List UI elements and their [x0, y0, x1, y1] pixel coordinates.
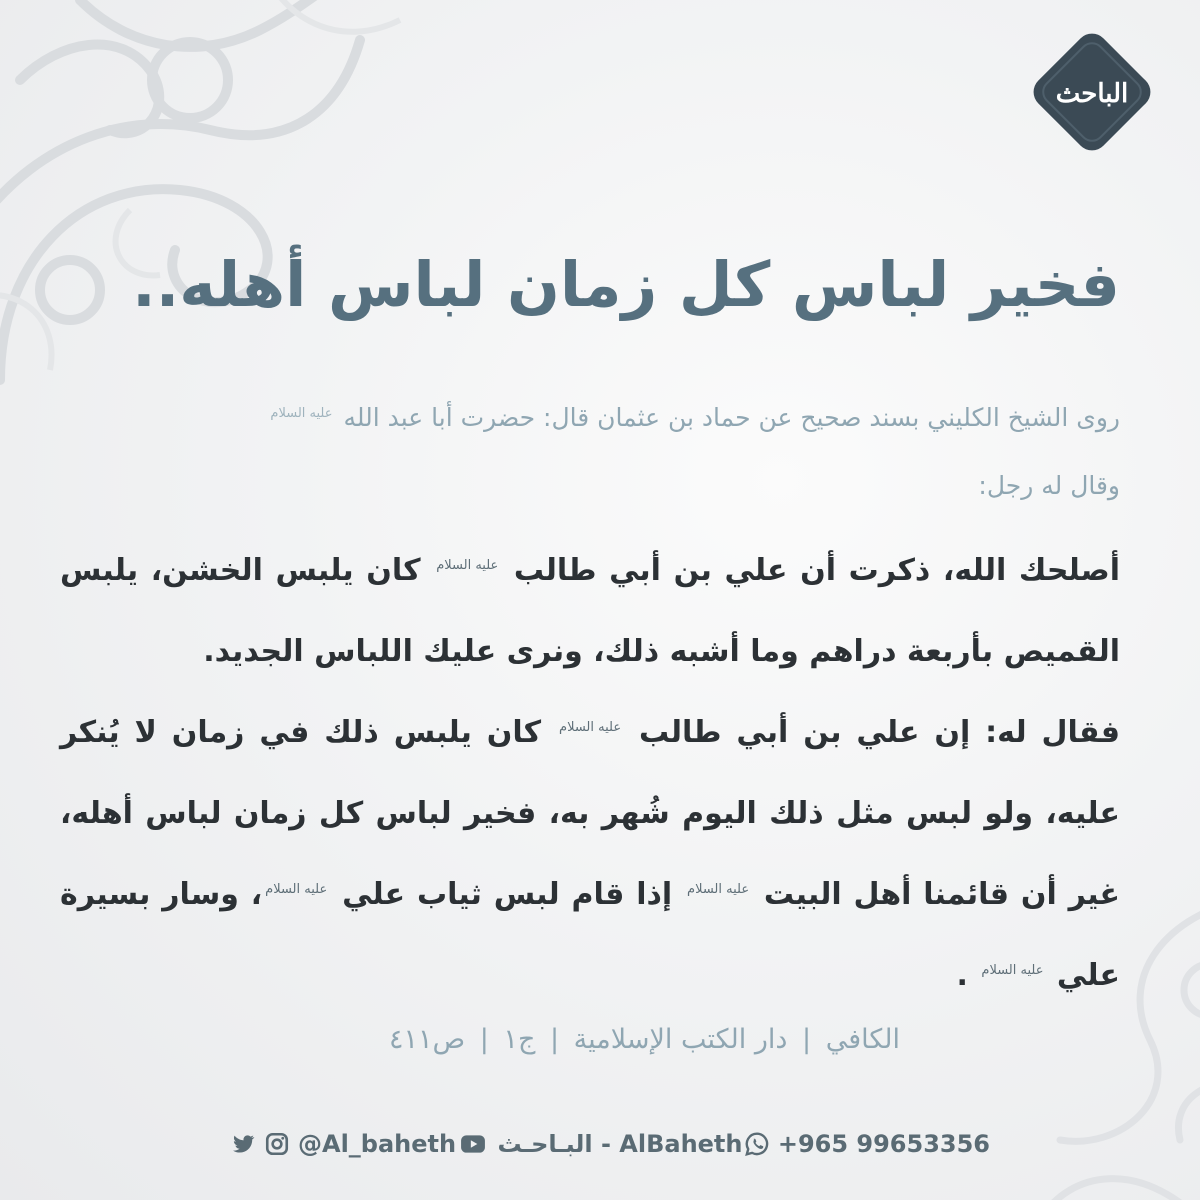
hadith-segment: كان يلبس ذلك في زمان لا يُنكر عليه، ولو لبس مثل ذلك اليوم شُهر به، فخير لباس كل زمان لباس أهله، غير أن قائمنا أهل البيت: [60, 715, 1120, 912]
hadith-segment: إذا قام لبس ثياب علي: [342, 877, 673, 912]
instagram-icon[interactable]: [264, 1131, 290, 1157]
whatsapp-number[interactable]: +965 99653356: [777, 1130, 990, 1158]
youtube-icon[interactable]: [457, 1131, 489, 1157]
narration-intro: [60, 384, 1120, 520]
arabesque-ornament-icon: [0, 0, 440, 420]
twitter-icon[interactable]: [230, 1131, 256, 1157]
social-handle-group[interactable]: [230, 1130, 456, 1158]
intro-line-2: وقال له رجل:: [978, 471, 1120, 500]
intro-line-1-text: روى الشيخ الكليني بسند صحيح عن حماد بن عثمان قال: حضرت أبا عبد الله: [343, 403, 1120, 432]
intro-line-1: [60, 384, 1120, 452]
source-citation: [200, 1024, 900, 1055]
hadith-segment: ، وسار بسيرة علي: [60, 877, 1120, 993]
hadith-paragraph-2: [60, 692, 1120, 1016]
whatsapp-contact-group[interactable]: [744, 1130, 990, 1158]
hadith-paragraph-1: [60, 530, 1120, 692]
hadith-text: [60, 530, 1120, 1016]
honorific-mark: عليه السلام: [265, 882, 328, 897]
honorific-mark: عليه السلام: [981, 963, 1044, 978]
honorific-mark: عليه السلام: [436, 558, 499, 573]
social-footer: [230, 1122, 990, 1166]
honorific-mark: عليه السلام: [559, 720, 622, 735]
youtube-channel-name[interactable]: البـاحـث - AlBaheth: [497, 1130, 743, 1158]
citation-book: الكافي: [825, 1024, 900, 1055]
citation-publisher: دار الكتب الإسلامية: [573, 1024, 788, 1055]
honorific-mark: عليه السلام: [687, 882, 750, 897]
citation-volume: ج١: [503, 1024, 536, 1055]
citation-page: ص٤١١: [388, 1024, 466, 1055]
citation-separator: |: [479, 1024, 489, 1055]
honorific-mark: عليه السلام: [270, 405, 333, 421]
citation-separator: |: [549, 1024, 560, 1055]
social-handle[interactable]: @Al_baheth: [298, 1130, 457, 1158]
hadith-segment: فقال له: إن علي بن أبي طالب: [638, 715, 1121, 750]
post-title: فخير لباس كل زمان لباس أهله..: [132, 248, 1120, 321]
hadith-segment: كان يلبس الخشن، يلبس القميص بأربعة دراهم وما أشبه ذلك، ونرى عليك اللباس الجديد.: [60, 553, 1120, 669]
hadith-segment: أصلحك الله، ذكرت أن علي بن أبي طالب: [513, 553, 1121, 588]
citation-separator: |: [802, 1024, 812, 1055]
brand-logo: [1024, 24, 1160, 160]
youtube-channel-group[interactable]: [457, 1130, 742, 1158]
logo-text: الباحث: [1055, 79, 1129, 109]
hadith-segment: .: [956, 958, 968, 993]
whatsapp-icon[interactable]: [744, 1131, 770, 1157]
